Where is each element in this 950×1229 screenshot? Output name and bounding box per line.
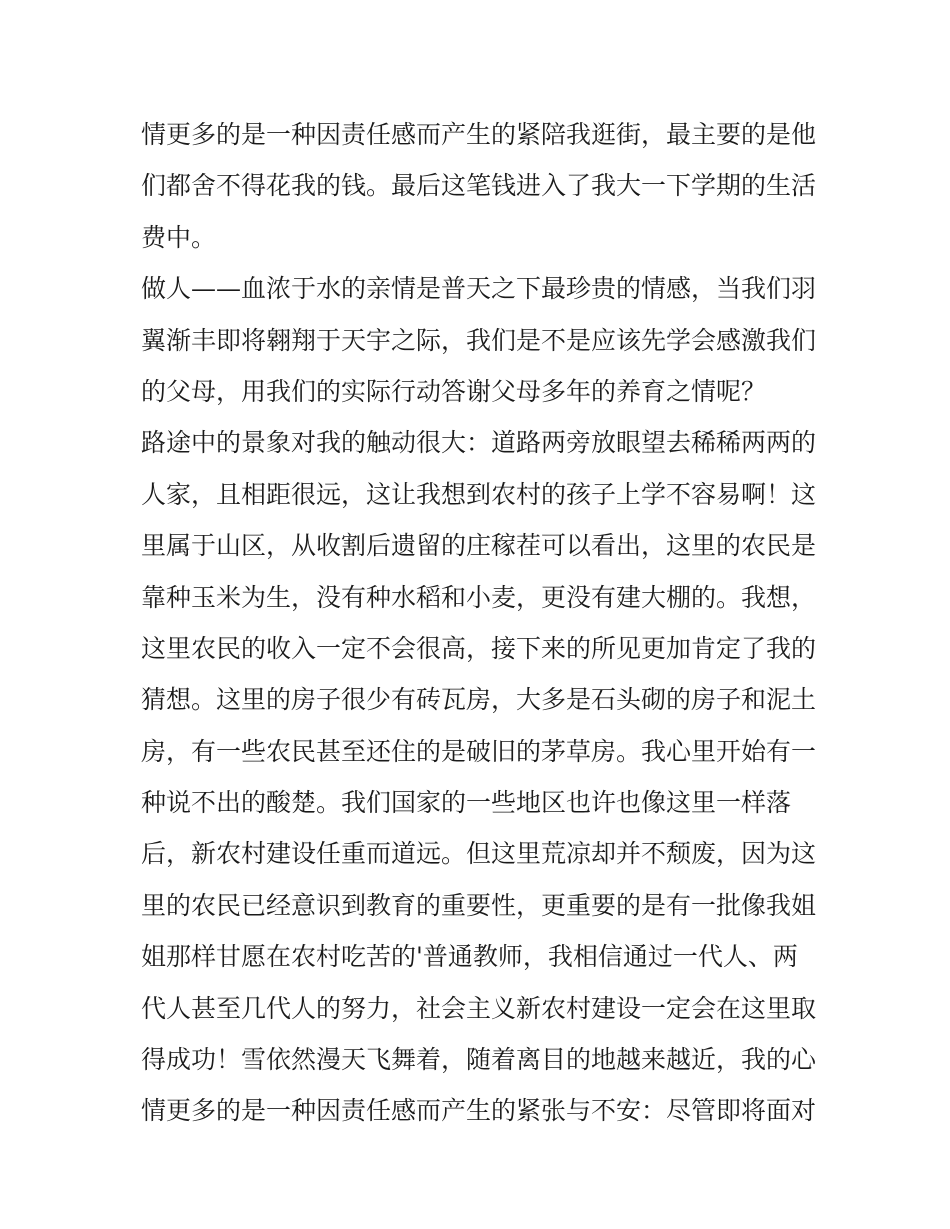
text-line-9: 里属于山区，从收割后遗留的庄稼茬可以看出，这里的农民是 [141,531,817,561]
text-line-6: 的父母，用我们的实际行动答谢父母多年的养育之情呢？ [141,376,767,406]
text-line-16: 里的农民已经意识到教育的重要性，更重要的是有一批像我姐 [141,890,817,920]
text-line-20: 情更多的是一种因责任感而产生的紧张与不安：尽管即将面对 [141,1096,817,1126]
text-line-5: 翼渐丰即将翱翔于天宇之际，我们是不是应该先学会感激我们 [141,325,817,355]
text-line-1: 情更多的是一种因责任感而产生的紧陪我逛街，最主要的是他 [141,120,817,149]
text-line-13: 房，有一些农民甚至还住的是破旧的茅草房。我心里开始有一 [141,736,817,766]
text-line-10: 靠种玉米为生，没有种水稻和小麦，更没有建大棚的。我想， [141,582,817,612]
text-line-8: 人家，且相距很远，这让我想到农村的孩子上学不容易啊！这 [141,479,817,509]
text-line-11: 这里农民的收入一定不会很高，接下来的所见更加肯定了我的 [141,633,817,663]
text-line-19: 得成功！雪依然漫天飞舞着，随着离目的地越来越近，我的心 [141,1045,817,1075]
text-line-7: 路途中的景象对我的触动很大：道路两旁放眼望去稀稀两两的 [141,428,817,458]
text-line-4: 做人——血浓于水的亲情是普天之下最珍贵的情感，当我们羽 [141,274,817,304]
body-text [141,109,821,1137]
text-line-2: 们都舍不得花我的钱。最后这笔钱进入了我大一下学期的生活 [141,171,817,201]
text-line-15: 后，新农村建设任重而道远。但这里荒凉却并不颓废，因为这 [141,839,817,869]
text-line-12: 猜想。这里的房子很少有砖瓦房，大多是石头砌的房子和泥土 [141,685,817,715]
text-line-3: 费中。 [141,222,217,252]
text-line-17: 姐那样甘愿在农村吃苦的'普通教师，我相信通过一代人、两 [141,942,798,972]
text-line-14: 种说不出的酸楚。我们国家的一些地区也许也像这里一样落 [141,788,792,818]
text-line-18: 代人甚至几代人的努力，社会主义新农村建设一定会在这里取 [141,993,817,1023]
